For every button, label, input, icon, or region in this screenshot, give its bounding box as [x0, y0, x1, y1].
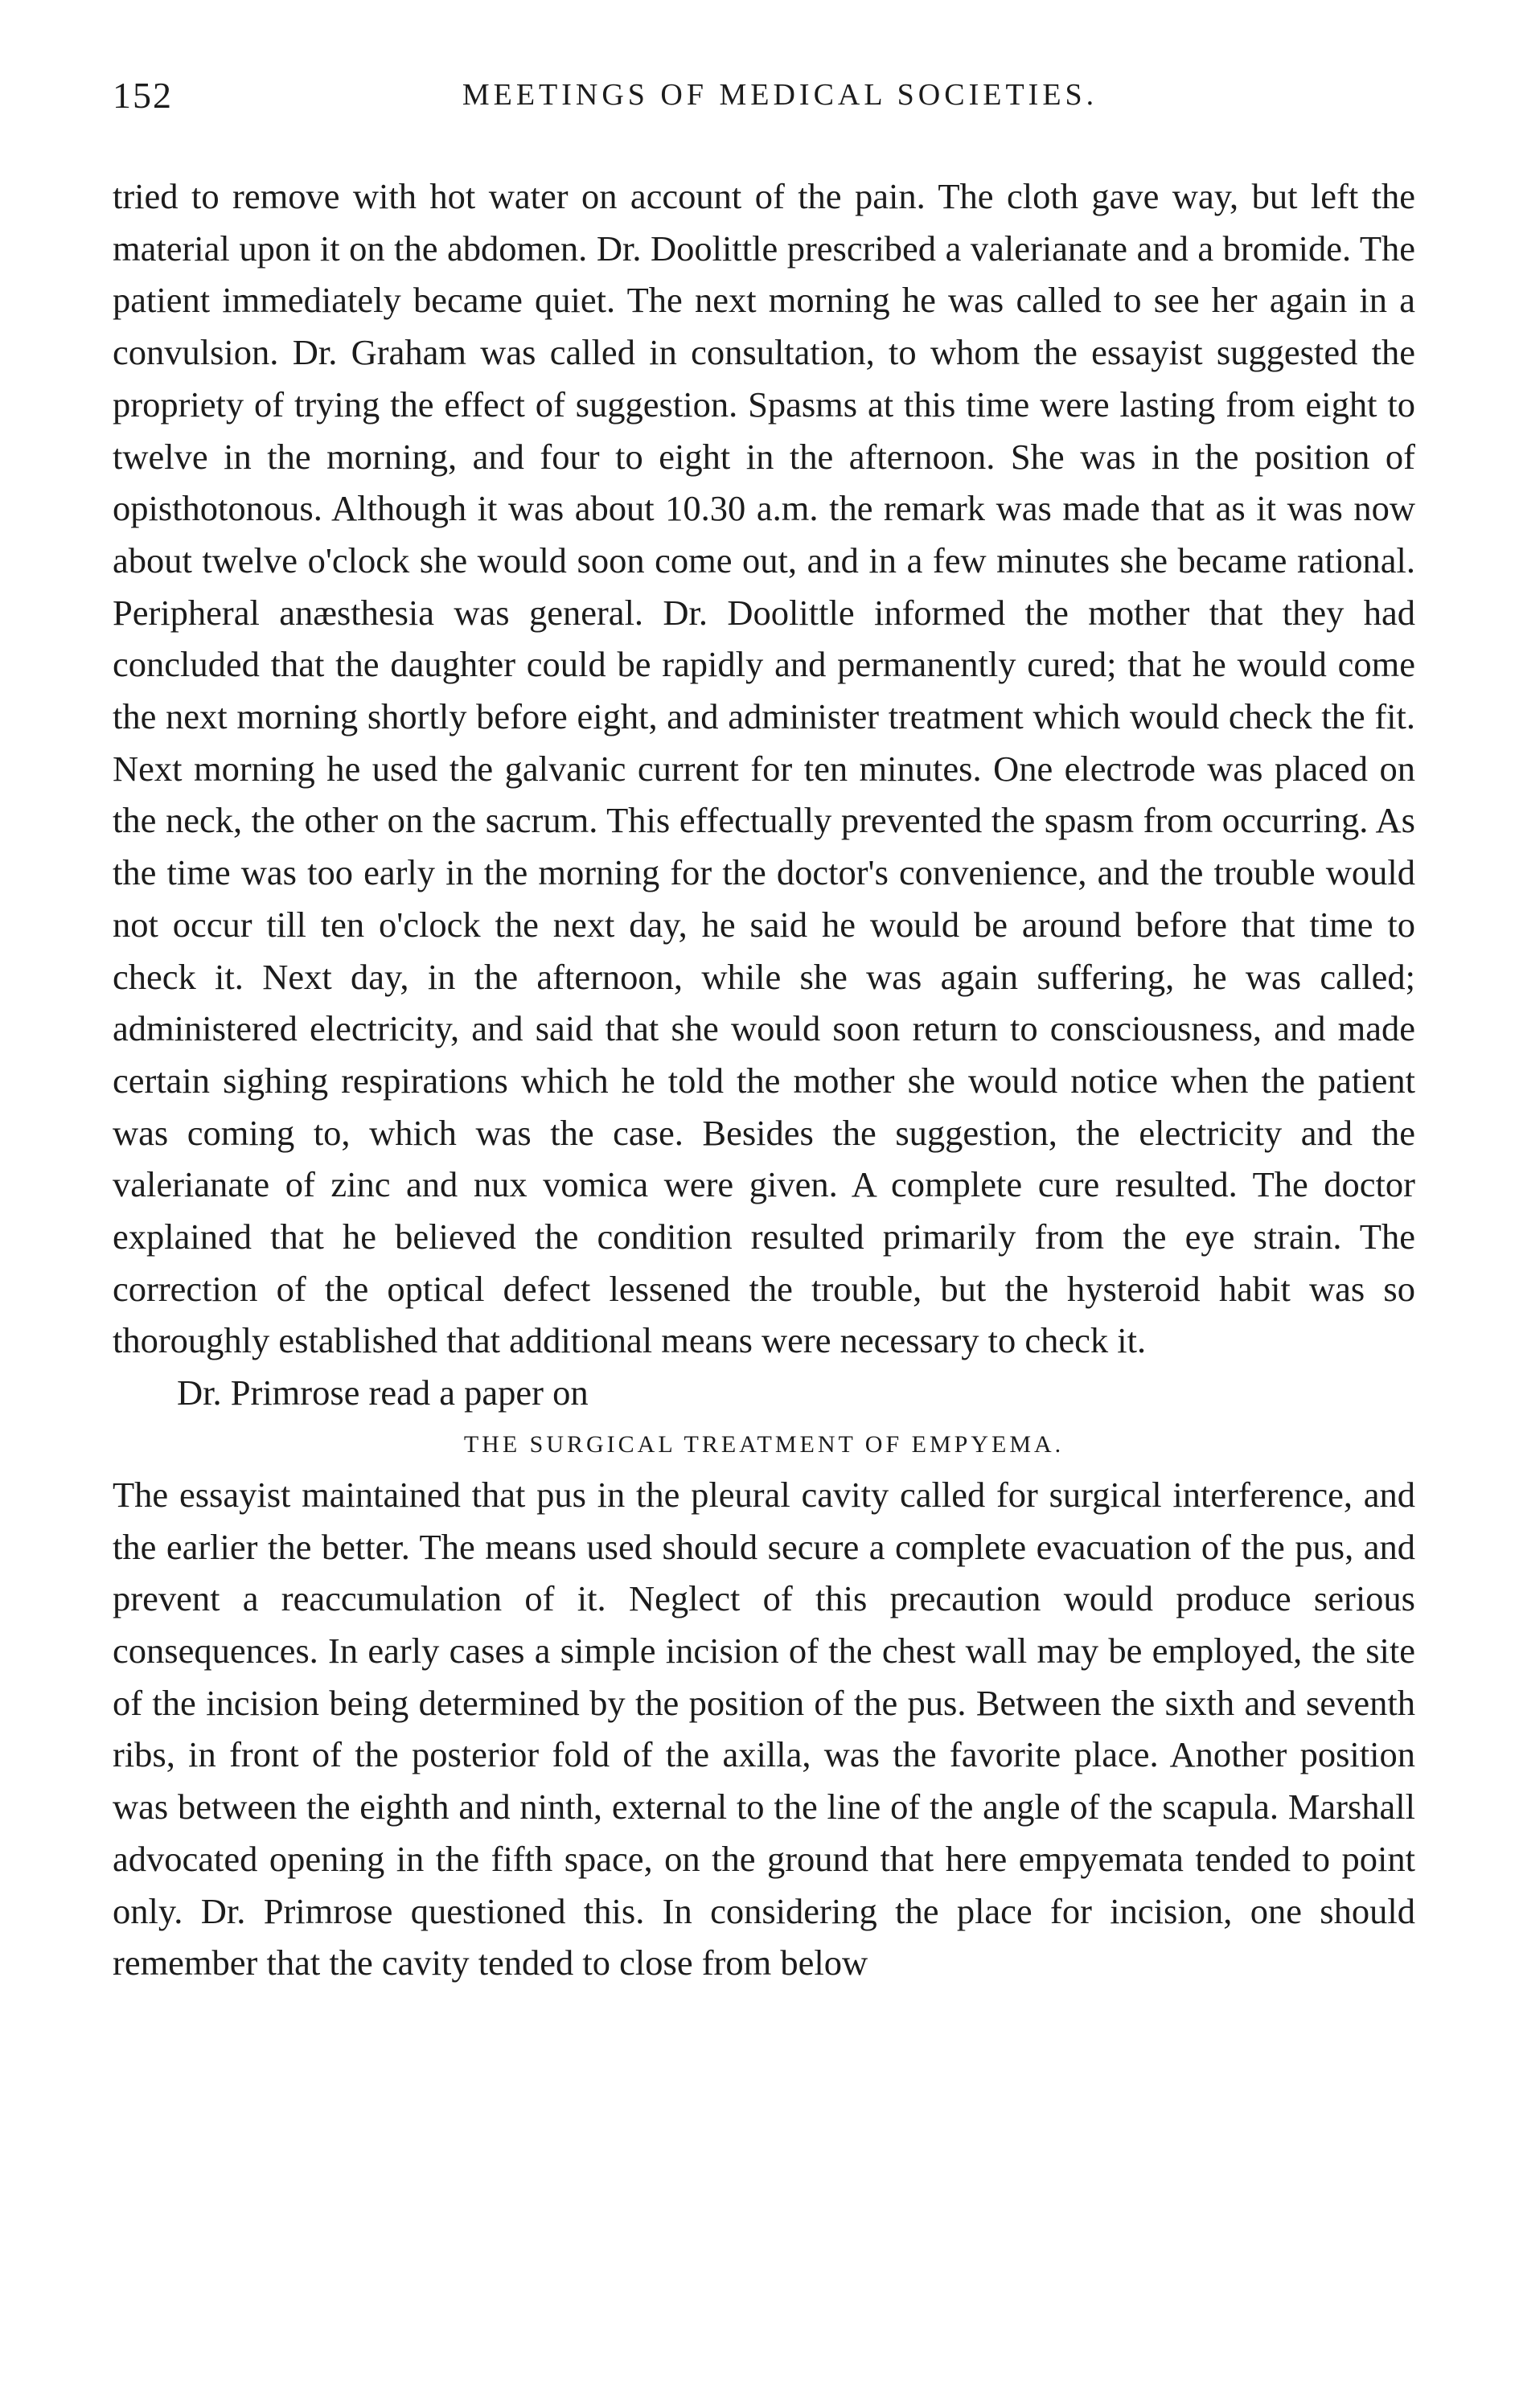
- running-header: [113, 74, 1415, 130]
- body-text: [113, 170, 1415, 1989]
- page-number: 152: [113, 75, 173, 116]
- section-heading: THE SURGICAL TREATMENT OF EMPYEMA.: [463, 1430, 1065, 1458]
- paragraph-empyema: The essayist maintained that pus in the pleural cavity called for surgical interference, and the earlier the better. The means used should secure a complete evacuation of the pus, and prevent a reaccumulation of it. Neglect of this precaution would produce serious consequences. In early cases a simple incision of the chest wall may be employed, the site of the incision being determined by the position of the pus. Between the sixth and seventh ribs, in front of the posterior fold of the axilla, was the favorite place. Another position was between the eighth and ninth, external to the line of the angle of the scapula. Marshall advocated opening in the fifth space, on the ground that here empyemata tended to point only. Dr. Primrose questioned this. In considering the place for incision, one should remember that the cavity tended to close from below: [113, 1474, 1415, 1983]
- paragraph-case-report: tried to remove with hot water on account of the pain. The cloth gave way, but left the material upon it on the abdomen. Dr. Doolittle prescribed a valerianate and a bromide. The patient immediately became quiet. The next morning he was called to see her again in a convulsion. Dr. Graham was called in consultation, to whom the essayist suggested the propriety of trying the effect of suggestion. Spasms at this time were lasting from eight to twelve in the morning, and four to eight in the afternoon. She was in the position of opisthotonous. Although it was about 10.30 a.m. the remark was made that as it was now about twelve o'clock she would soon come out, and in a few minutes she became rational. Peripheral anæsthesia was general. Dr. Doolittle informed the mother that they had concluded that the daughter could be rapidly and permanently cured; that he would come the next morning shortly before eight, and administer treatment which would check the fit. Next morning he used the galvanic current for ten minutes. One electrode was placed on the neck, the other on the sacrum. This effectually prevented the spasm from occurring. As the time was too early in the morning for the doctor's convenience, and the trouble would not occur till ten o'clock the next day, he said he would be around before that time to check it. Next day, in the afternoon, while she was again suffering, he was called; administered electricity, and said that she would soon return to consciousness, and made certain sighing respirations which he told the mother she would notice when the patient was coming to, which was the case. Besides the suggestion, the electricity and the valerianate of zinc and nux vomica were given. A complete cure resulted. The doctor explained that he believed the condition resulted primarily from the eye strain. The correction of the optical defect lessened the trouble, but the hysteroid habit was so thoroughly established that additional means were necessary to check it.: [113, 176, 1415, 1361]
- paragraph-paper-intro: Dr. Primrose read a paper on: [177, 1372, 589, 1413]
- running-title: MEETINGS OF MEDICAL SOCIETIES.: [462, 78, 1098, 112]
